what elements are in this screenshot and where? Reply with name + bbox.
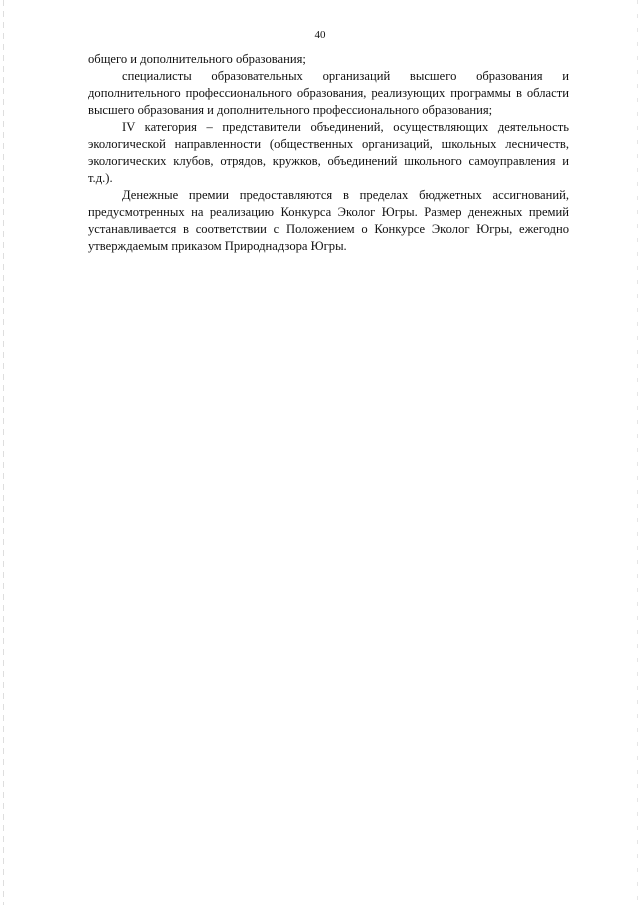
document-body [88, 51, 569, 255]
page-number: 40 [314, 29, 326, 41]
paragraph-specialists: специалисты образовательных организаций высшего образования и дополнительного профессионального образования, реализующих программы в области высшего образования и дополнительного профессионального образования; [88, 69, 569, 117]
scan-edge-left [3, 0, 4, 905]
paragraph-category-iv: IV категория – представители объединений, осуществляющих деятельность экологической направленности (общественных организаций, школьных лесничеств, экологических клубов, отрядов, кружков, объединений школьного самоуправления и т.д.). [88, 120, 569, 185]
paragraph-cash-prizes: Денежные премии предоставляются в пределах бюджетных ассигнований, предусмотренных на реализацию Конкурса Эколог Югры. Размер денежных премий устанавливается в соответствии с Положением о Конкурсе Эколог Югры, ежегодно утверждаемым приказом Природнадзора Югры. [88, 188, 569, 253]
scan-edge-right [637, 0, 638, 905]
paragraph-continuation: общего и дополнительного образования; [88, 52, 306, 66]
